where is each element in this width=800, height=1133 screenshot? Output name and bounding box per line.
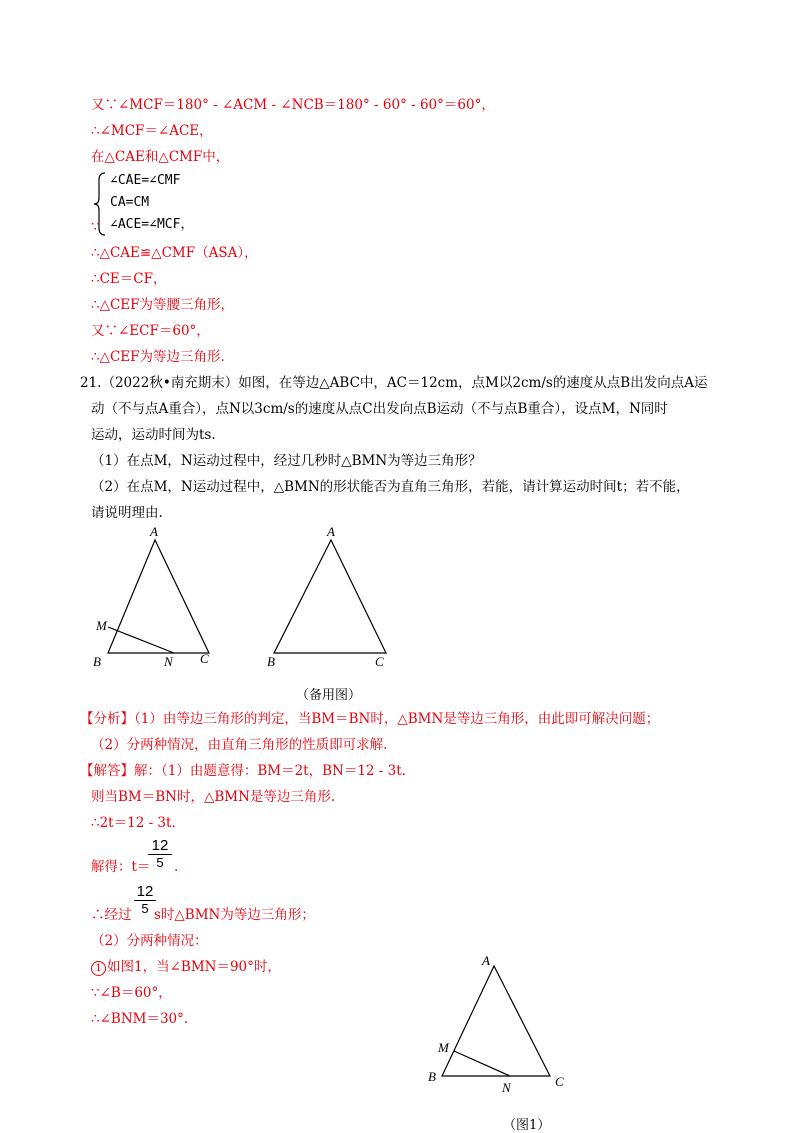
because-symbol: ∵ [91, 219, 100, 235]
vertex-b-label: B [428, 1069, 436, 1084]
solution-line-4-suffix: s时△BMN为等边三角形； [154, 907, 315, 923]
solution-line-3: 解得：t＝ [91, 859, 151, 875]
circled-number: 1 [91, 961, 106, 976]
solution-line-7: ∵∠B＝60°， [91, 985, 172, 1001]
question-2-line-1: （2）在点M，N运动过程中，△BMN的形状能否为直角三角形，若能，请计算运动时间t；若不能， [91, 479, 690, 495]
solution-line-1: 则当BM＝BN时，△BMN是等边三角形. [91, 789, 336, 805]
vertex-n-label: N [502, 1080, 511, 1095]
system-line-1: ∠CAE=∠CMF [110, 173, 181, 188]
analysis-line-2: （2）分两种情况，由直角三角形的性质即可求解. [91, 737, 388, 753]
proof-line-8: ∴△CEF为等边三角形. [91, 349, 225, 365]
answer-line-1: 【解答】解：（1）由题意得：BM＝2t，BN＝12 - 3t. [80, 763, 406, 779]
question-2-line-2: 请说明理由. [91, 505, 163, 521]
vertex-c-label: C [375, 654, 384, 669]
analysis-line-1: 【分析】（1）由等边三角形的判定，当BM＝BN时，△BMN是等边三角形，由此即可解决问题； [80, 711, 660, 727]
proof-line-2: ∴∠MCF＝∠ACE， [91, 123, 213, 139]
solution-line-3-end: . [174, 859, 179, 875]
vertex-a-label: A [482, 953, 490, 968]
system-line-2: CA=CM [110, 195, 150, 210]
solution-line-5: （2）分两种情况： [91, 933, 208, 949]
triangle-figure-mn [88, 520, 228, 670]
problem-line-3: 运动，运动时间为ts. [91, 427, 216, 443]
vertex-a-label: A [327, 524, 335, 539]
vertex-c-label: C [200, 651, 209, 666]
fraction-12-5-b: 12 5 [134, 884, 156, 916]
proof-line-3: 在△CAE和△CMF中， [91, 149, 230, 165]
question-1: （1）在点M，N运动过程中，经过几秒时△BMN为等边三角形？ [91, 453, 482, 469]
system-line-3: ∠ACE=∠MCF， [110, 217, 194, 232]
spare-figure-caption: （备用图） [296, 688, 362, 703]
solution-line-8: ∴∠BNM＝30°. [91, 1011, 189, 1027]
vertex-b-label: B [267, 654, 275, 669]
proof-line-5: ∴CE＝CF， [91, 271, 167, 287]
vertex-a-label: A [150, 524, 158, 539]
vertex-m-label: M [438, 1040, 449, 1055]
proof-line-6: ∴△CEF为等腰三角形， [91, 297, 235, 313]
proof-line-1: 又∵∠MCF＝180° - ∠ACM - ∠NCB＝180° - 60° - 60°＝60°， [91, 97, 495, 113]
vertex-m-label: M [96, 618, 107, 633]
solution-line-6: 1 如图1，当∠BMN＝90°时， [91, 958, 281, 976]
triangle-figure-spare [262, 520, 402, 670]
problem-line-2: 动（不与点A重合），点N以3cm/s的速度从点C出发向点B运动（不与点B重合），设点M，N同时 [91, 401, 668, 417]
problem-line-1: 21.（2022秋•南充期末）如图，在等边△ABC中，AC＝12cm，点M以2cm/s的速度从点B出发向点A运 [80, 375, 708, 391]
figure-1-caption: （图1） [503, 1118, 551, 1133]
vertex-n-label: N [164, 654, 173, 669]
vertex-c-label: C [555, 1074, 564, 1089]
solution-line-4-prefix: ∴经过 [91, 907, 132, 923]
fraction-12-5: 12 5 [148, 838, 172, 870]
triangle-figure-1 [422, 948, 572, 1098]
proof-line-7: 又∵∠ECF＝60°， [91, 323, 210, 339]
vertex-b-label: B [93, 654, 101, 669]
proof-line-4: ∴△CAE≌△CMF（ASA）， [91, 245, 258, 261]
solution-line-2: ∴2t＝12 - 3t. [91, 815, 176, 831]
